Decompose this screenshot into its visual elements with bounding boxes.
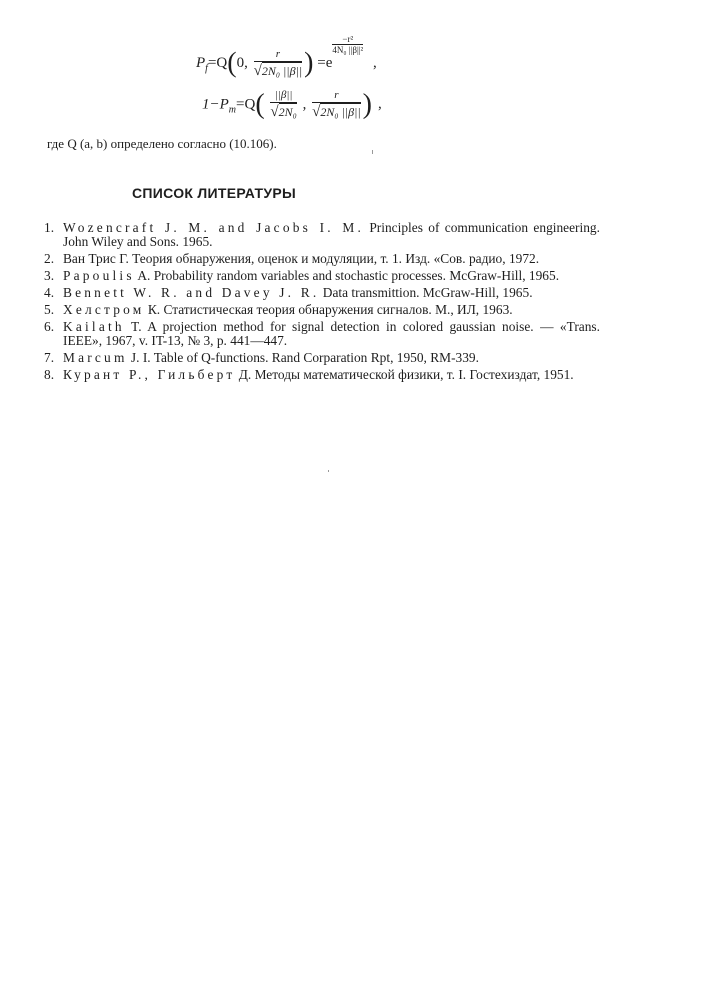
reference-author: Bennett W. R. and Davey J. R. [63,285,320,300]
eq1-frac-num: r [254,49,303,62]
reference-item [44,368,600,382]
reference-item [44,303,600,317]
eq2-comma: , [302,96,307,113]
eq2-frac2-den: 2N₀ ||β|| [320,105,361,119]
sqrt-symbol: √ [270,104,279,120]
eq1-open-paren: ( [227,47,237,79]
reference-item [44,269,600,283]
reference-text: Principles of communication engineering. John Wiley and Sons. 1965. [63,220,600,249]
reference-author: Marcum [63,350,128,365]
eq2-lhs: 1−P [202,96,229,113]
eq1-arg0: 0, [236,55,248,71]
speck [372,150,373,154]
eq2-eq-sign: =Q [236,96,256,113]
reference-item [44,351,600,365]
reference-number: 7. [44,350,55,365]
eq2-frac1-num: ||β|| [270,90,296,103]
eq1-trail: , [373,55,377,71]
reference-author: Kailath [63,319,125,334]
eq2-frac1-den: 2N₀ [278,105,297,119]
reference-number: 8. [44,367,55,382]
reference-number: 2. [44,251,55,266]
reference-number: 5. [44,302,55,317]
eq2-fraction-2 [312,90,361,120]
eq1-frac-den: 2N₀ ||β|| [261,63,303,78]
eq2-fraction-1 [270,90,296,120]
reference-list [44,221,600,385]
where-clause: где Q (a, b) определено согласно (10.106). [47,136,277,151]
eq1-lhs-sub: f [205,63,208,74]
reference-number: 3. [44,268,55,283]
eq1-eq-sign: =Q [207,55,228,71]
reference-text: T. A projection method for signal detection in colored gaussian noise. — «Trans. IEEE», 1967, v. IT-13, № 3, p. 441—447. [63,319,600,348]
eq1-lhs: P [196,55,206,71]
eq2-frac2-num: r [312,90,361,103]
reference-author: Papoulis [63,268,135,283]
reference-item [44,286,600,300]
eq1-exp-den: 4N₀ ||β||² [332,45,364,55]
reference-text: A. Probability random variables and stochastic processes. McGraw-Hill, 1965. [134,268,560,283]
eq2-close-paren: ) [362,89,372,120]
reference-number: 4. [44,285,55,300]
reference-text: Д. Методы математической физики, т. I. Гостехиздат, 1951. [235,367,574,382]
equation-pf [196,35,377,79]
eq1-fraction [254,49,303,79]
reference-text: Data transmittion. McGraw-Hill, 1965. [319,285,533,300]
sqrt-symbol: √ [253,62,262,79]
eq1-rhs: =e [317,55,333,71]
sqrt-symbol: √ [312,104,321,120]
reference-item [44,320,600,348]
reference-author: Хелстром [63,302,145,317]
equation-pm [202,90,382,120]
speck [328,470,329,472]
eq1-close-paren: ) [304,47,314,79]
reference-author: Курант Р., Гильберт [63,367,236,382]
eq2-lhs-sub: m [228,104,237,116]
reference-number: 6. [44,319,55,334]
reference-text: J. I. Table of Q-functions. Rand Corparation Rpt, 1950, RM-339. [127,350,479,365]
reference-number: 1. [44,220,55,235]
eq2-open-paren: ( [255,89,265,120]
reference-item [44,221,600,249]
eq2-trail: , [378,96,382,113]
section-heading: СПИСОК ЛИТЕРАТУРЫ [132,185,297,201]
reference-text: Ван Трис Г. Теория обнаружения, оценок и модуляции, т. 1. Изд. «Сов. радио, 1972. [63,251,540,266]
reference-author: Wozencraft J. M. and Jacobs I. M. [63,220,364,235]
reference-item [44,252,600,266]
eq1-exp-num: −r² [332,35,363,45]
eq1-exponent [332,35,363,55]
reference-text: К. Статистическая теория обнаружения сигналов. М., ИЛ, 1963. [144,302,513,317]
